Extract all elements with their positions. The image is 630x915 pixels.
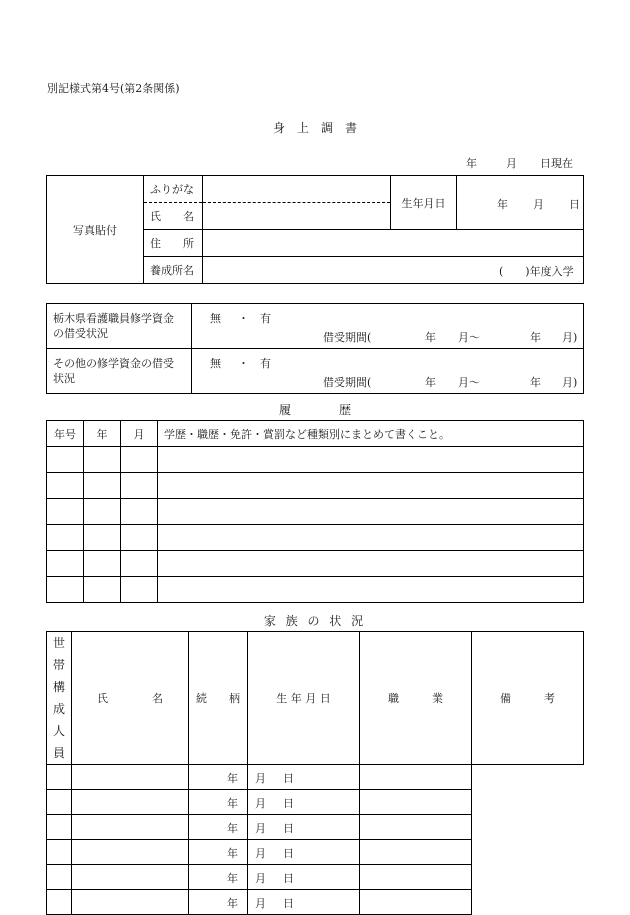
birth-day-unit: 日 bbox=[569, 197, 580, 211]
loan-from-month: 月～ bbox=[458, 331, 480, 344]
loan-to-year: 年 bbox=[530, 331, 541, 344]
family-relation-cell[interactable] bbox=[72, 840, 189, 865]
loan-separator: ・ bbox=[238, 357, 249, 370]
loan-label-other bbox=[47, 349, 192, 394]
family-birth-unit: 月 bbox=[255, 872, 266, 885]
loan-label-other-line2: 状況 bbox=[53, 372, 75, 385]
loan-period-label: 借受期間( bbox=[323, 331, 372, 344]
family-relation-cell[interactable] bbox=[72, 815, 189, 840]
family-birth-unit: 月 bbox=[255, 772, 266, 785]
page-title: 身上調書 bbox=[272, 121, 369, 135]
birth-date-field[interactable] bbox=[457, 176, 584, 230]
enrollment-year-label: ( )年度入学 bbox=[499, 265, 574, 278]
family-row bbox=[47, 865, 584, 890]
history-row bbox=[47, 577, 584, 603]
loan-yes-option[interactable]: 有 bbox=[260, 312, 271, 325]
family-birth-cell[interactable] bbox=[189, 865, 294, 890]
loan-from-month: 月～ bbox=[458, 376, 480, 389]
history-month-cell[interactable] bbox=[121, 473, 158, 499]
family-col-relation: 続 柄 bbox=[189, 632, 248, 765]
household-char: 帯 bbox=[52, 658, 65, 672]
family-birth-cell[interactable] bbox=[189, 790, 294, 815]
date-month-label: 月 bbox=[506, 157, 517, 170]
history-row bbox=[47, 551, 584, 577]
school-label: 養成所名 bbox=[144, 257, 203, 284]
history-year-cell[interactable] bbox=[84, 499, 121, 525]
loan-period-label: 借受期間( bbox=[323, 376, 372, 389]
family-col-notes: 備 考 bbox=[472, 632, 584, 765]
family-birth-unit: 年 bbox=[227, 847, 238, 860]
birth-month-unit: 月 bbox=[533, 197, 544, 211]
family-col-occupation: 職 業 bbox=[360, 632, 472, 765]
family-relation-cell[interactable] bbox=[72, 765, 189, 790]
date-day-label: 日現在 bbox=[540, 157, 573, 170]
loan-to-year: 年 bbox=[530, 376, 541, 389]
loan-label-tochigi bbox=[47, 304, 192, 349]
family-birth-cell[interactable] bbox=[189, 765, 294, 790]
history-col-month: 月 bbox=[121, 421, 158, 447]
loan-label-other-line1: その他の修学資金の借受 bbox=[53, 357, 174, 370]
family-table bbox=[46, 631, 584, 915]
history-era-cell[interactable] bbox=[47, 473, 84, 499]
household-members-label bbox=[47, 632, 72, 765]
history-year-cell[interactable] bbox=[84, 447, 121, 473]
family-birth-unit: 月 bbox=[255, 797, 266, 810]
family-notes-cell[interactable] bbox=[360, 865, 472, 890]
family-birth-unit: 日 bbox=[283, 772, 294, 785]
loan-to-month: 月) bbox=[562, 331, 578, 344]
history-rows bbox=[47, 447, 584, 603]
history-desc-cell[interactable] bbox=[158, 551, 584, 577]
family-notes-cell[interactable] bbox=[360, 790, 472, 815]
furigana-label: ふりがな bbox=[144, 176, 203, 203]
family-row bbox=[47, 840, 584, 865]
family-birth-unit: 日 bbox=[283, 897, 294, 910]
history-table bbox=[46, 420, 584, 603]
history-era-cell[interactable] bbox=[47, 551, 84, 577]
history-title: 履 歴 bbox=[278, 403, 351, 417]
loan-yes-option[interactable]: 有 bbox=[260, 357, 271, 370]
history-month-cell[interactable] bbox=[121, 499, 158, 525]
family-col-birthdate: 生 年 月 日 bbox=[248, 632, 360, 765]
loan-status-tochigi[interactable] bbox=[192, 304, 584, 349]
family-name-cell[interactable] bbox=[47, 790, 72, 815]
household-char: 世 bbox=[52, 636, 65, 650]
birth-year-unit: 年 bbox=[497, 197, 508, 211]
household-char: 成 bbox=[52, 702, 65, 716]
history-col-year: 年 bbox=[84, 421, 121, 447]
history-desc-cell[interactable] bbox=[158, 447, 584, 473]
history-month-cell[interactable] bbox=[121, 525, 158, 551]
family-birth-unit: 日 bbox=[283, 872, 294, 885]
family-birth-unit: 月 bbox=[255, 897, 266, 910]
form-number-label: 別記様式第4号(第2条関係) bbox=[47, 82, 180, 95]
family-birth-unit: 年 bbox=[227, 822, 238, 835]
history-year-cell[interactable] bbox=[84, 551, 121, 577]
history-era-cell[interactable] bbox=[47, 447, 84, 473]
family-birth-cell[interactable] bbox=[189, 840, 294, 865]
family-birth-unit: 年 bbox=[227, 772, 238, 785]
history-row bbox=[47, 499, 584, 525]
personal-info-table bbox=[46, 175, 584, 284]
history-col-description: 学歴・職歴・免許・賞罰など種類別にまとめて書くこと。 bbox=[158, 421, 584, 447]
family-notes-cell[interactable] bbox=[360, 765, 472, 790]
family-col-name: 氏 名 bbox=[72, 632, 189, 765]
family-name-cell[interactable] bbox=[47, 890, 72, 915]
loan-status-other[interactable] bbox=[192, 349, 584, 394]
history-row bbox=[47, 447, 584, 473]
family-birth-unit: 月 bbox=[255, 847, 266, 860]
loan-from-year: 年 bbox=[425, 331, 436, 344]
history-era-cell[interactable] bbox=[47, 525, 84, 551]
birth-date-label: 生年月日 bbox=[391, 176, 457, 230]
family-birth-unit: 年 bbox=[227, 797, 238, 810]
family-relation-cell[interactable] bbox=[72, 890, 189, 915]
scholarship-loan-table bbox=[46, 303, 584, 394]
family-row bbox=[47, 890, 584, 915]
family-row bbox=[47, 815, 584, 840]
family-row bbox=[47, 790, 584, 815]
history-row bbox=[47, 525, 584, 551]
loan-from-year: 年 bbox=[425, 376, 436, 389]
loan-to-month: 月) bbox=[562, 376, 578, 389]
family-birth-unit: 年 bbox=[227, 897, 238, 910]
family-name-cell[interactable] bbox=[47, 840, 72, 865]
history-desc-cell[interactable] bbox=[158, 525, 584, 551]
history-era-cell[interactable] bbox=[47, 577, 84, 603]
loan-label-tochigi-line1: 栃木県看護職員修学資金 bbox=[53, 312, 174, 325]
family-title: 家 族 の 状 況 bbox=[263, 614, 367, 628]
history-desc-cell[interactable] bbox=[158, 473, 584, 499]
household-char: 員 bbox=[52, 746, 65, 760]
history-desc-cell[interactable] bbox=[158, 499, 584, 525]
family-birth-unit: 日 bbox=[283, 822, 294, 835]
family-row bbox=[47, 765, 584, 790]
name-label: 氏 名 bbox=[144, 203, 203, 230]
history-desc-cell[interactable] bbox=[158, 577, 584, 603]
address-field[interactable] bbox=[203, 230, 584, 257]
family-notes-cell[interactable] bbox=[360, 815, 472, 840]
school-field[interactable] bbox=[203, 257, 584, 284]
family-birth-unit: 月 bbox=[255, 822, 266, 835]
family-birth-unit: 日 bbox=[283, 797, 294, 810]
loan-none-option[interactable]: 無 bbox=[210, 312, 221, 325]
family-relation-cell[interactable] bbox=[72, 790, 189, 815]
history-year-cell[interactable] bbox=[84, 577, 121, 603]
furigana-field[interactable] bbox=[203, 176, 391, 203]
name-field[interactable] bbox=[203, 203, 391, 230]
date-year-label: 年 bbox=[466, 157, 477, 170]
family-birth-cell[interactable] bbox=[189, 815, 294, 840]
history-row bbox=[47, 473, 584, 499]
family-notes-cell[interactable] bbox=[360, 840, 472, 865]
loan-none-option[interactable]: 無 bbox=[210, 357, 221, 370]
family-notes-cell[interactable] bbox=[360, 890, 472, 915]
family-birth-unit: 日 bbox=[283, 847, 294, 860]
history-col-era: 年号 bbox=[47, 421, 84, 447]
household-char: 構 bbox=[52, 680, 65, 694]
family-name-cell[interactable] bbox=[47, 765, 72, 790]
household-char: 人 bbox=[52, 724, 65, 738]
family-relation-cell[interactable] bbox=[72, 865, 189, 890]
family-name-cell[interactable] bbox=[47, 815, 72, 840]
loan-label-tochigi-line2: の借受状況 bbox=[53, 327, 108, 340]
history-month-cell[interactable] bbox=[121, 447, 158, 473]
photo-area[interactable] bbox=[47, 176, 144, 284]
address-label: 住 所 bbox=[144, 230, 203, 257]
history-era-cell[interactable] bbox=[47, 499, 84, 525]
family-birth-cell[interactable] bbox=[189, 890, 294, 915]
history-month-cell[interactable] bbox=[121, 577, 158, 603]
history-month-cell[interactable] bbox=[121, 551, 158, 577]
loan-separator: ・ bbox=[238, 312, 249, 325]
photo-label: 写真貼付 bbox=[73, 223, 117, 237]
family-name-cell[interactable] bbox=[47, 865, 72, 890]
history-year-cell[interactable] bbox=[84, 473, 121, 499]
history-year-cell[interactable] bbox=[84, 525, 121, 551]
family-birth-unit: 年 bbox=[227, 872, 238, 885]
